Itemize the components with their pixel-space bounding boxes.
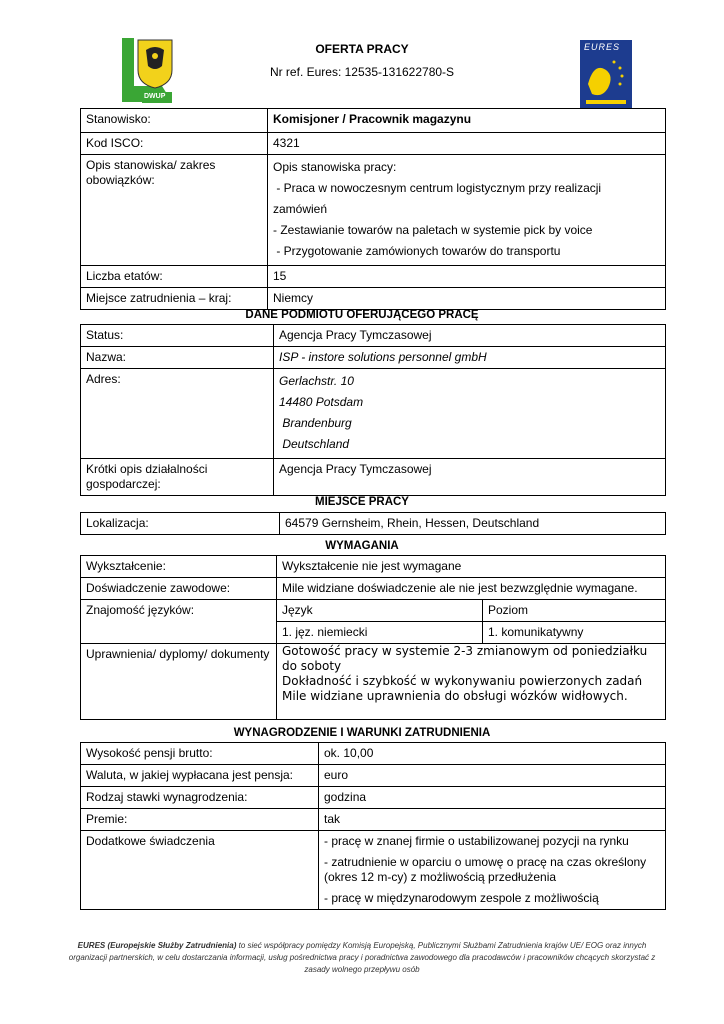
company-name-value: ISP - instore solutions personnel gmbH: [274, 347, 666, 369]
permits-value: [277, 644, 666, 720]
languages-label: Znajomość języków:: [81, 600, 277, 644]
requirements-table: [80, 555, 666, 720]
isco-value: 4321: [268, 133, 666, 155]
permits-line: Mile widziane uprawnienia do obsługi wózków widłowych.: [282, 689, 628, 703]
salary-table: [80, 742, 666, 910]
address-line: 14480 Potsdam: [279, 395, 364, 409]
permits-label: Uprawnienia/ dyplomy/ dokumenty: [81, 644, 277, 720]
salary-section-title: WYNAGRODZENIE I WARUNKI ZATRUDNIENIA: [233, 727, 491, 739]
status-label: Status:: [81, 325, 274, 347]
education-value: Wykształcenie nie jest wymagane: [277, 556, 666, 578]
reference-number: Nr ref. Eures: 12535-131622780-S: [269, 65, 455, 79]
positions-count-label: Liczba etatów:: [81, 266, 268, 288]
language-column-header: Język: [277, 600, 483, 622]
bonus-label: Premie:: [81, 809, 319, 831]
permits-line: Dokładność i szybkość w wykonywaniu powierzonych zadań: [282, 674, 643, 688]
address-label: Adres:: [81, 369, 274, 459]
employer-section-title: DANE PODMIOTU OFERUJĄCEGO PRACĘ: [245, 309, 479, 321]
company-name-label: Nazwa:: [81, 347, 274, 369]
employer-table: [80, 324, 666, 496]
description-line: - Zestawianie towarów na paletach w systemie pick by voice: [273, 223, 593, 237]
status-value: Agencja Pracy Tymczasowej: [274, 325, 666, 347]
description-line: zamówień: [273, 202, 328, 216]
address-line: Brandenburg: [279, 416, 352, 430]
page-title: OFERTA PRACY: [315, 42, 409, 56]
location-value: 64579 Gernsheim, Rhein, Hessen, Deutschland: [280, 513, 666, 535]
footer-text: to sieć współpracy pomiędzy Komisją Europejską, Publicznymi Służbami Zatrudnienia krajów UE/ EOG oraz innych organizacji partnerskich, w celu dostarczania informacji, usług pośrednictwa pracy i poradnictwa zawodowego dla pracodawców i pracowników chcących skorzystać z zasady wolnego przepływu osób: [68, 941, 656, 974]
address-value: [274, 369, 666, 459]
job-table: [80, 108, 666, 310]
experience-value: Mile widziane doświadczenie ale nie jest bezwzględnie wymagane.: [277, 578, 666, 600]
address-line: Gerlachstr. 10: [279, 374, 354, 388]
workplace-section-title: MIEJSCE PRACY: [315, 496, 409, 508]
benefits-label: Dodatkowe świadczenia: [81, 831, 319, 910]
description-line: - Praca w nowoczesnym centrum logistycznym przy realizacji: [273, 181, 602, 195]
level-column-header: Poziom: [483, 600, 666, 622]
description-value: [268, 155, 666, 266]
country-value: Niemcy: [268, 288, 666, 310]
benefits-value: [319, 831, 666, 910]
language-value: 1. jęz. niemiecki: [277, 622, 483, 644]
description-label: Opis stanowiska/ zakres obowiązków:: [81, 155, 268, 266]
level-value: 1. komunikatywny: [483, 622, 666, 644]
bonus-value: tak: [319, 809, 666, 831]
positions-count-value: 15: [268, 266, 666, 288]
benefits-line: - pracę w znanej firmie o ustabilizowanej pozycji na rynku: [324, 834, 629, 848]
gross-salary-label: Wysokość pensji brutto:: [81, 743, 319, 765]
rate-type-value: godzina: [319, 787, 666, 809]
eures-logo-text: EURES: [584, 42, 621, 52]
position-value: Komisjoner / Pracownik magazynu: [268, 109, 666, 133]
benefits-line: - pracę w międzynarodowym zespole z możliwością: [324, 891, 599, 905]
dwup-logo-text: DWUP: [144, 93, 166, 100]
experience-label: Doświadczenie zawodowe:: [81, 578, 277, 600]
address-line: Deutschland: [279, 437, 350, 451]
location-label: Lokalizacja:: [81, 513, 280, 535]
footer-org: EURES (Europejskie Służby Zatrudnienia): [77, 941, 237, 950]
activity-label: Krótki opis działalności gospodarczej:: [81, 459, 274, 496]
country-label: Miejsce zatrudnienia – kraj:: [81, 288, 268, 310]
isco-label: Kod ISCO:: [81, 133, 268, 155]
permits-line: Gotowość pracy w systemie 2-3 zmianowym od poniedziałku do soboty: [282, 644, 648, 673]
description-line: - Przygotowanie zamówionych towarów do transportu: [273, 244, 561, 258]
footer-note: [60, 940, 664, 976]
description-line: Opis stanowiska pracy:: [273, 160, 397, 174]
activity-value: Agencja Pracy Tymczasowej: [274, 459, 666, 496]
gross-salary-value: ok. 10,00: [319, 743, 666, 765]
currency-value: euro: [319, 765, 666, 787]
workplace-table: [80, 512, 666, 535]
requirements-section-title: WYMAGANIA: [325, 540, 399, 552]
benefits-line: - zatrudnienie w oparciu o umowę o pracę na czas określony (okres 12 m-cy) z możliwością przedłużenia: [324, 855, 647, 884]
education-label: Wykształcenie:: [81, 556, 277, 578]
currency-label: Waluta, w jakiej wypłacana jest pensja:: [81, 765, 319, 787]
position-label: Stanowisko:: [81, 109, 268, 133]
rate-type-label: Rodzaj stawki wynagrodzenia:: [81, 787, 319, 809]
